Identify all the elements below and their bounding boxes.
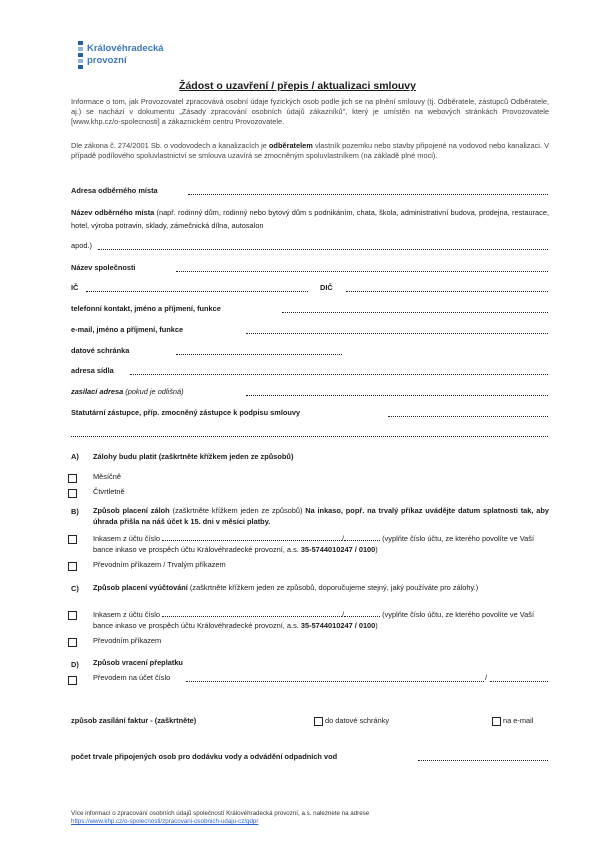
label-dic: DIČ <box>320 283 333 292</box>
label-postal: zasílací adresa (pokud je odlišná) <box>71 387 184 396</box>
logo-text-line1: Královéhradecká <box>87 43 164 54</box>
label-invoice: způsob zasílání faktur - (zaškrtněte) <box>71 716 197 725</box>
label-statutory: Statutární zástupce, příp. zmocněný zástupce k podpisu smlouvy <box>71 408 301 417</box>
label-c-transfer: Převodním příkazem <box>93 636 162 645</box>
page-title: Žádost o uzavření / přepis / aktualizaci smlouvy <box>179 80 416 92</box>
intro-paragraph-privacy: Informace o tom, jak Provozovatel zpracovává osobní údaje fyzických osob podle jich se na plnění smlouvy (tj. Odběratele, zástupců Odběratele, aj.) se nachází v dokumentu „Zásady zpracování osobních údajů zákazníků", který je umístěn na webových stránkách Provozovatele [www.khp.cz/o-spolecnosti] a zákaznickém centru Provozovatele. <box>71 97 549 127</box>
checkbox-invoice-email[interactable] <box>492 717 501 726</box>
checkbox-quarterly[interactable] <box>68 489 77 498</box>
label-ic: IČ <box>71 283 79 292</box>
section-c-letter: C) <box>71 584 79 593</box>
field-email[interactable] <box>246 333 548 334</box>
field-phone[interactable] <box>282 312 548 313</box>
field-ic[interactable] <box>86 291 308 292</box>
field-place-name[interactable] <box>98 249 548 250</box>
section-c-heading: Způsob placení vyúčtování (zaškrtněte křížkem jeden ze způsobů, doporučujeme stejný, jaký používáte pro zálohy.) <box>93 583 479 592</box>
footer-note: Více informací o zpracování osobních údajů společností Královéhradecká provozní, a.s. naleznete na adrese <box>71 810 370 817</box>
checkbox-d-refund-transfer[interactable] <box>68 676 77 685</box>
field-seat[interactable] <box>130 374 548 375</box>
logo-bar <box>78 59 83 63</box>
section-b-heading: Způsob placení záloh (zaškrtněte křížkem jeden ze způsobů) Na inkaso, popř. na trvalý příkaz uvádějte datum splatnosti tak, aby úhrada přišla na náš účet k 15. dni v měsíci platby. <box>93 506 549 526</box>
label-persons: počet trvale připojených osob pro dodávku vody a odvádění odpadních vod <box>71 752 338 761</box>
field-d-bank-code[interactable] <box>490 681 548 682</box>
label-email: e-mail, jméno a příjmení, funkce <box>71 325 184 334</box>
section-b-letter: B) <box>71 507 79 516</box>
section-a-letter: A) <box>71 452 79 461</box>
label-monthly: Měsíčně <box>93 472 121 481</box>
section-d-heading: Způsob vracení přeplatku <box>93 658 183 667</box>
label-d-refund-transfer: Převodem na účet číslo <box>93 673 171 682</box>
field-postal[interactable] <box>246 395 548 396</box>
section-a-heading: Zálohy budu platit (zaškrtněte křížkem jeden ze způsobů) <box>93 452 294 461</box>
checkbox-invoice-databox[interactable] <box>314 717 323 726</box>
label-databox: datové schránka <box>71 346 130 355</box>
checkbox-c-direct-debit[interactable] <box>68 611 77 620</box>
field-c-bank-code[interactable] <box>344 609 380 617</box>
field-persons[interactable] <box>418 760 548 761</box>
label-b-transfer: Převodním příkazem / Trvalým příkazem <box>93 560 226 569</box>
field-c-account[interactable] <box>162 609 342 617</box>
field-company[interactable] <box>176 271 548 272</box>
logo-text-line2: provozní <box>87 55 127 66</box>
logo-bar <box>78 65 83 69</box>
label-c-direct-debit: Inkasem z účtu číslo / (vyplňte číslo účtu, ze kterého povolíte ve Vaší bance inkaso ve prospěch účtu Královéhradecké provozní, a.s. 35-5744010247 / 0100) <box>93 610 534 630</box>
label-b-direct-debit: Inkasem z účtu číslo / (vyplňte číslo účtu, ze kterého povolíte ve Vaší bance inkaso ve prospěch účtu Královéhradecké provozní, a.s. 35-5744010247 / 0100) <box>93 534 534 554</box>
field-d-account[interactable] <box>186 681 484 682</box>
field-statutory[interactable] <box>388 416 548 417</box>
checkbox-monthly[interactable] <box>68 474 77 483</box>
checkbox-b-transfer[interactable] <box>68 562 77 571</box>
label-invoice-databox: do datové schránky <box>325 716 390 725</box>
label-place-name: Název odběrného místa (např. rodinný dům, rodinný nebo bytový dům s podnikáním, chata, škola, administrativní budova, prodejna, restaurace, hotel, výroba potravin, sklady, zámečnická dílna, autosalon <box>71 208 549 230</box>
label-invoice-email: na e-mail <box>503 716 534 725</box>
label-seat: adresa sídla <box>71 366 114 375</box>
section-d-letter: D) <box>71 660 79 669</box>
field-databox[interactable] <box>176 354 342 355</box>
logo-bar <box>78 53 83 57</box>
field-b-account[interactable] <box>162 533 342 541</box>
checkbox-c-transfer[interactable] <box>68 638 77 647</box>
field-address[interactable] <box>188 194 548 195</box>
label-place-name-end: apod.) <box>71 241 92 250</box>
checkbox-b-direct-debit[interactable] <box>68 535 77 544</box>
footer-link[interactable]: https://www.khp.cz/o-spolecnosti/zpracovani-osobnich-udaju-cz/gdpr <box>71 818 259 825</box>
field-statutory-line2[interactable] <box>71 436 548 437</box>
intro-paragraph-law: Dle zákona č. 274/2001 Sb. o vodovodech a kanalizacích je odběratelem vlastník pozemku nebo stavby připojené na vodovod nebo kanalizaci. V případě podílového spoluvlastnictví se smlouva uzavírá se zmocněným spoluvlastníkem (na základě plné moci). <box>71 141 549 161</box>
label-phone: telefonní kontakt, jméno a příjmení, funkce <box>71 304 221 313</box>
logo-bar <box>78 41 83 45</box>
label-d-sep: / <box>485 673 488 682</box>
label-quarterly: Čtvrtletně <box>93 487 125 496</box>
label-address: Adresa odběrného místa <box>71 186 158 195</box>
label-company: Název společnosti <box>71 263 136 272</box>
field-dic[interactable] <box>346 291 548 292</box>
company-logo <box>78 40 188 72</box>
field-b-bank-code[interactable] <box>344 533 380 541</box>
logo-bar <box>78 47 83 51</box>
